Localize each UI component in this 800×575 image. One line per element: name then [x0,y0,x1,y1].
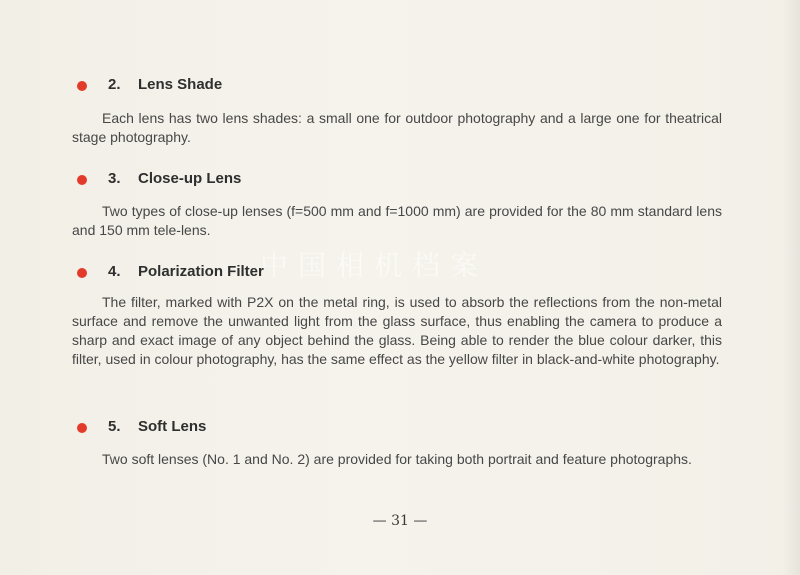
section-title [108,170,241,187]
page-edge-shadow [782,0,800,575]
watermark: 中国相机档案 [260,249,489,282]
section-title [108,263,264,280]
red-bullet-icon [77,268,87,278]
section-title [108,418,206,435]
section-heading [72,76,722,96]
section-lens-shade [72,76,722,147]
page-number: — 31 — [372,513,428,529]
section-body: Two types of close-up lenses (f=500 mm and f=1000 mm) are provided for the 80 mm standard lens and 150 mm tele-lens. [72,203,722,238]
section-heading [72,418,722,438]
section-number: 5. [108,418,121,435]
section-polarization-filter [72,263,722,369]
section-title [108,76,222,93]
section-number: 4. [108,263,121,280]
section-soft-lens [72,418,722,469]
section-number: 2. [108,76,121,93]
section-title-text: Close-up Lens [138,170,242,187]
red-bullet-icon [77,423,87,433]
section-title-text: Soft Lens [138,418,207,435]
section-heading [72,170,722,190]
red-bullet-icon [77,81,87,91]
section-body: Two soft lenses (No. 1 and No. 2) are provided for taking both portrait and feature photographs. [102,451,692,467]
section-body: Each lens has two lens shades: a small one for outdoor photography and a large one for theatrical stage photography. [72,110,722,145]
section-body: The filter, marked with P2X on the metal ring, is used to absorb the reflections from the non-metal surface and remove the unwanted light from the glass surface, thus enabling the camera to produce a sharp and exact image of any object behind the glass. Being able to render the blue colour darker, this filter, used in colour photography, has the same effect as the yellow filter in black-and-white photography. [72,294,722,367]
section-heading [72,263,722,283]
section-title-text: Lens Shade [138,76,223,93]
red-bullet-icon [77,175,87,185]
section-number: 3. [108,170,121,187]
section-close-up-lens [72,170,722,240]
section-title-text: Polarization Filter [138,263,264,280]
